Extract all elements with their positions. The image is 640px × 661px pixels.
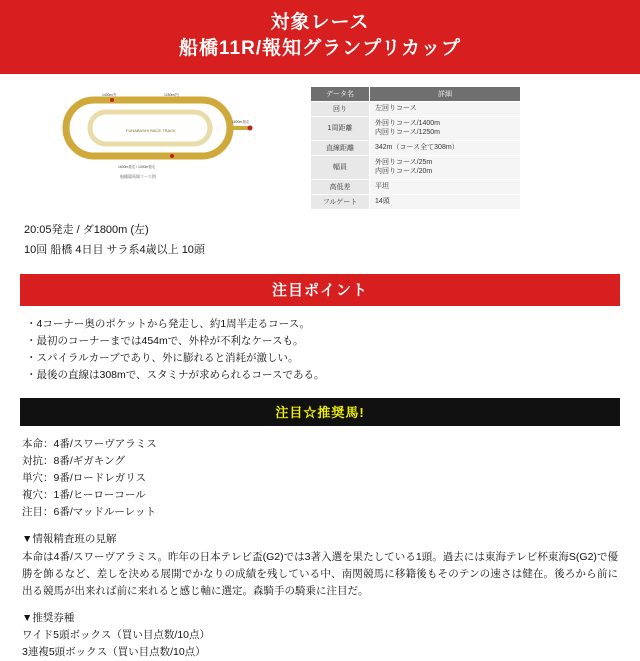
list-item: ・最後の直線は308mで、スタミナが求められるコースである。: [26, 368, 325, 381]
svg-text:1250m/内: 1250m/内: [164, 93, 179, 97]
list-item: ・最初のコーナーまでは454mで、外枠が不利なケースも。: [26, 334, 304, 347]
header-title-line2: 船橋11R/報知グランプリカップ: [179, 38, 461, 59]
svg-text:1600m発走 / 1000m発走: 1600m発走 / 1000m発走: [118, 165, 156, 169]
track-diagram-caption: 船橋競馬場コース図: [120, 174, 156, 179]
row-value-line: 平坦: [375, 183, 389, 191]
column-header-detail: 詳細: [370, 87, 521, 102]
race-meta-line2: 10回 船橋 4日目 サラ系4歳以上 10頭: [24, 243, 205, 256]
row-label: 幅員: [311, 155, 370, 179]
column-header-name: データ名: [311, 87, 370, 102]
row-value-line: 内回りコース/1250m: [375, 129, 440, 137]
list-item: 対抗：8番/ギガキング: [22, 454, 125, 467]
tickets-heading: ▼推奨券種: [22, 611, 75, 624]
points-banner: 注目ポイント: [20, 274, 620, 306]
row-value: [370, 194, 521, 209]
row-value-line: 内回りコース/20m: [375, 168, 433, 176]
race-meta: [0, 214, 640, 260]
track-diagram: [24, 86, 304, 178]
row-value-line: 左回りコース: [375, 105, 417, 113]
svg-text:1800m発走: 1800m発走: [232, 120, 250, 124]
list-item: 3連複5頭ボックス（買い目点数/10点）: [22, 645, 206, 658]
svg-text:1400m/外: 1400m/外: [102, 93, 117, 97]
row-value: [370, 102, 521, 117]
table-row: [311, 102, 521, 117]
row-label: フルゲート: [311, 194, 370, 209]
list-item: 注目：6番/マッドルーレット: [22, 505, 157, 518]
tickets-section: [0, 600, 640, 661]
page-header: [0, 0, 640, 74]
header-title-line1: 対象レース: [270, 12, 370, 33]
list-item: ・4コーナー奥のポケットから発走し、約1周半走るコース。: [26, 317, 310, 330]
row-value-line: 14頭: [375, 198, 390, 206]
race-meta-line1: 20:05発走 / ダ1800m (左): [24, 223, 149, 236]
course-data-table: [310, 86, 521, 210]
table-row: [311, 117, 521, 141]
table-row: [311, 155, 521, 179]
row-label: 高低差: [311, 179, 370, 194]
table-row: [311, 194, 521, 209]
list-item: 単穴：9番/ロードレガリス: [22, 471, 147, 484]
row-label: 直線距離: [311, 140, 370, 155]
track-map-icon: [52, 90, 262, 174]
commentary-heading: ▼情報精査班の見解: [22, 532, 117, 545]
commentary-body: 本命は4番/スワーヴアラミス。昨年の日本テレビ盃(G2)では3著入選を果たしている1頭。過去には東海テレビ杯東海S(G2)で優勝を飾るなど、差しを決める展開でかなりの成績を残している中、南関競馬に移籍後もそのテンの速さは健在。後ろから前に出る競馬が出来れば前に来れると感じ軸に選定。森騎手の騎乗に注目だ。: [22, 550, 618, 597]
course-info-block: [0, 74, 640, 214]
row-value: [370, 155, 521, 179]
points-list: [0, 316, 640, 384]
picks-banner: 注目☆推奨馬!: [20, 398, 620, 426]
row-value: [370, 179, 521, 194]
row-label: 回り: [311, 102, 370, 117]
row-value: [370, 117, 521, 141]
list-item: 複穴：1番/ヒーローコール: [22, 488, 146, 501]
list-item: ・スパイラルカーブであり、外に膨れると消耗が激しい。: [26, 351, 299, 364]
row-value-line: 342m（コース全て308m）: [375, 144, 459, 152]
table-header-row: [311, 87, 521, 102]
table-row: [311, 140, 521, 155]
row-value-line: 外回りコース/25m: [375, 158, 433, 166]
picks-list: [0, 436, 640, 521]
commentary-section: [0, 521, 640, 600]
row-value: [370, 140, 521, 155]
row-label: 1周距離: [311, 117, 370, 141]
list-item: ワイド5頭ボックス（買い目点数/10点）: [22, 628, 211, 641]
table-row: [311, 179, 521, 194]
list-item: 本命：4番/スワーヴアラミス: [22, 437, 157, 450]
svg-text:FUNABASHI RACE TRACK: FUNABASHI RACE TRACK: [126, 128, 176, 133]
row-value-line: 外回りコース/1400m: [375, 120, 440, 127]
